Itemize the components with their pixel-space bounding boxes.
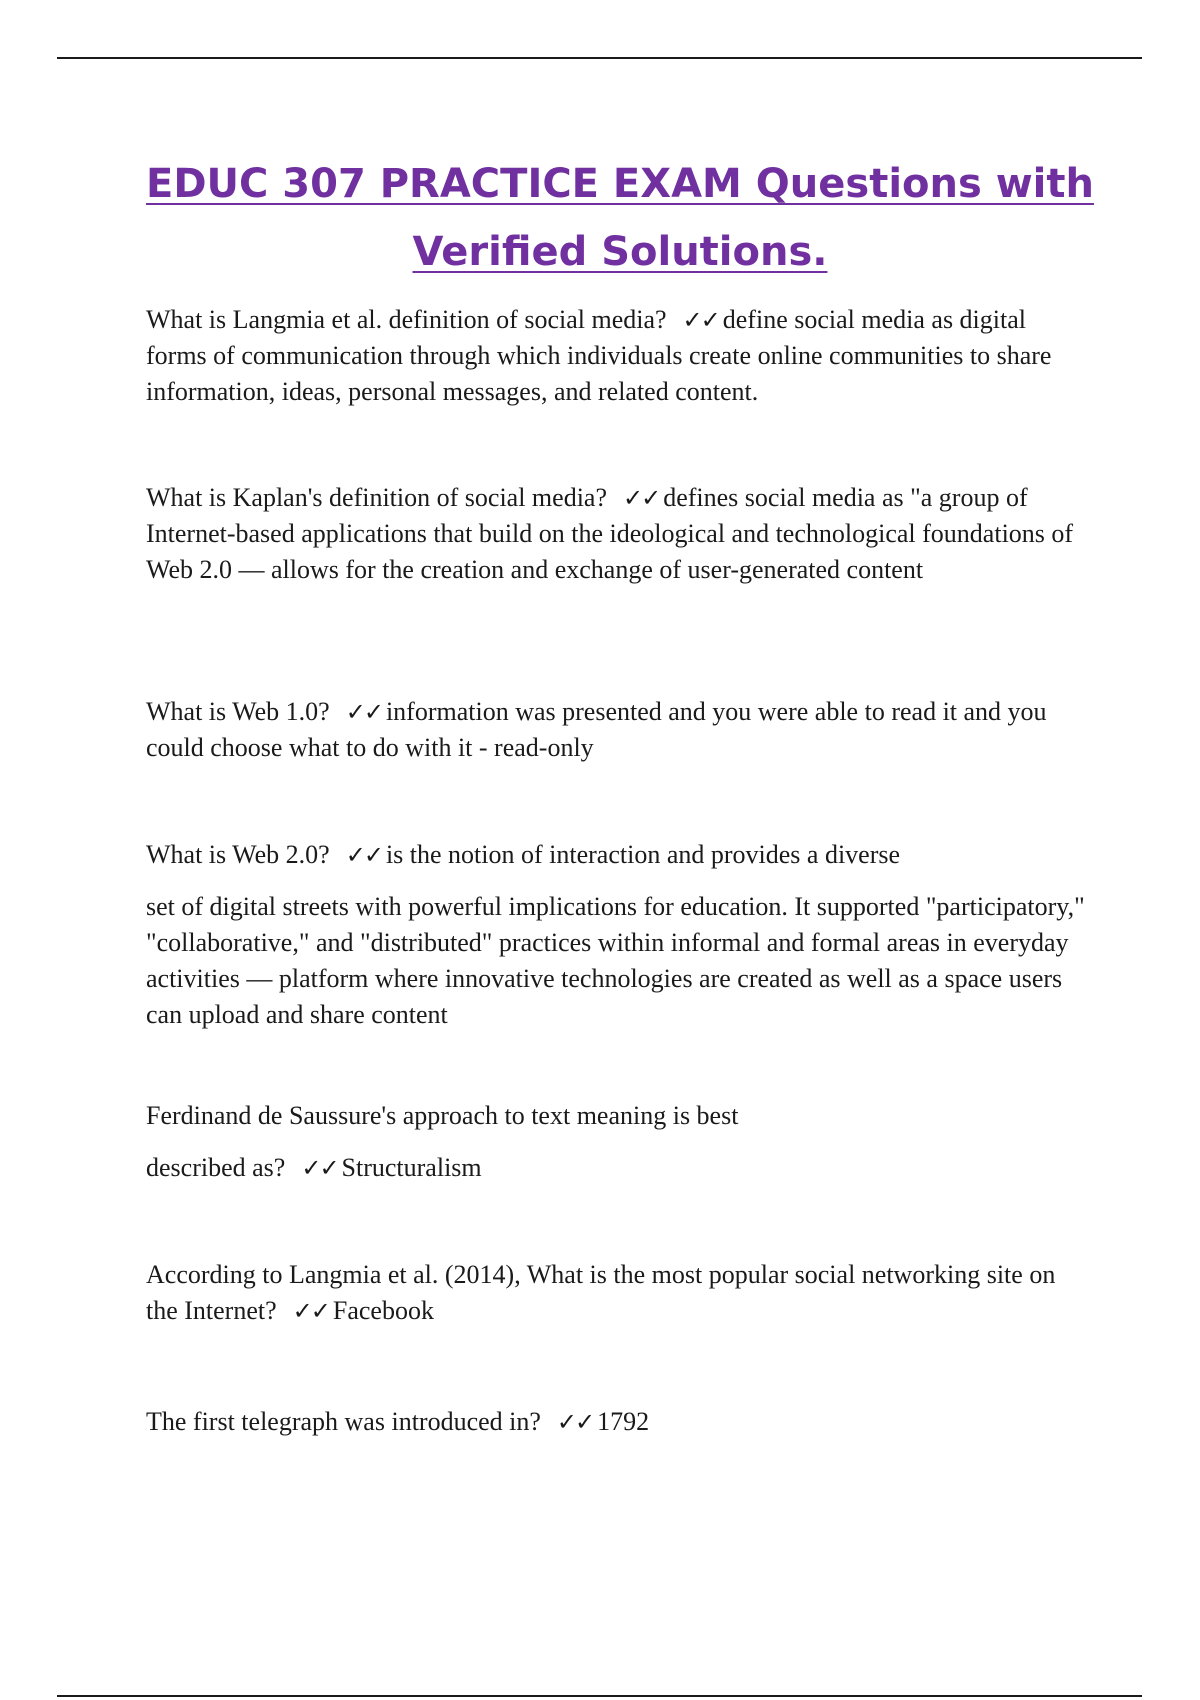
- question-text-line1: Ferdinand de Saussure's approach to text meaning is best: [146, 1101, 739, 1130]
- top-rule: [57, 57, 1142, 59]
- qa-item-2: [146, 480, 1086, 588]
- check-mark-icon: ✓✓: [345, 698, 382, 726]
- check-mark-icon: ✓✓: [292, 1297, 329, 1325]
- check-mark-icon: ✓✓: [345, 841, 382, 869]
- line-gap: [146, 873, 1086, 889]
- qa-item-1: [146, 302, 1086, 410]
- check-mark-icon: ✓✓: [623, 484, 660, 512]
- check-mark-icon: ✓✓: [682, 306, 719, 334]
- page-title: [140, 150, 1100, 286]
- question-text: What is Web 2.0?: [146, 840, 330, 869]
- bottom-rule: [57, 1695, 1142, 1697]
- question-text: What is Langmia et al. definition of social media?: [146, 305, 667, 334]
- qa-item-7: [146, 1404, 1086, 1440]
- question-text: The first telegraph was introduced in?: [146, 1407, 541, 1436]
- line-gap: [146, 1134, 1086, 1150]
- answer-text-line2: set of digital streets with powerful implications for education. It supported "participatory," "collaborative," and "distributed" practices within informal and formal areas in everyday activities — platform where innovative technologies are created as well as a space users can upload and share content: [146, 892, 1085, 1029]
- qa-item-3: [146, 694, 1086, 766]
- answer-text-line1: is the notion of interaction and provides a diverse: [385, 840, 901, 869]
- question-text: What is Kaplan's definition of social media?: [146, 483, 607, 512]
- check-mark-icon: ✓✓: [301, 1154, 338, 1182]
- question-text-line2: described as?: [146, 1153, 286, 1182]
- answer-text: information was presented and you were able to read it and you could choose what to do with it - read-only: [146, 697, 1047, 762]
- question-text: What is Web 1.0?: [146, 697, 330, 726]
- qa-item-4: [146, 837, 1086, 1033]
- answer-text: Facebook: [332, 1296, 434, 1325]
- answer-text: defines social media as "a group of Internet-based applications that build on the ideological and technological foundations of Web 2.0 — allows for the creation and exchange of user-generated content: [146, 483, 1074, 584]
- question-text: According to Langmia et al. (2014), What is the most popular social networking site on the Internet?: [146, 1260, 1056, 1325]
- page-title-text: EDUC 307 PRACTICE EXAM Questions with Verified Solutions.: [146, 161, 1094, 275]
- qa-item-6: [146, 1257, 1086, 1329]
- check-mark-icon: ✓✓: [556, 1408, 594, 1436]
- answer-text: define social media as digital forms of communication through which individuals create online communities to share information, ideas, personal messages, and related content.: [146, 305, 1052, 406]
- qa-item-5: [146, 1098, 1086, 1186]
- answer-text: 1792: [597, 1407, 650, 1436]
- answer-text: Structuralism: [341, 1153, 482, 1182]
